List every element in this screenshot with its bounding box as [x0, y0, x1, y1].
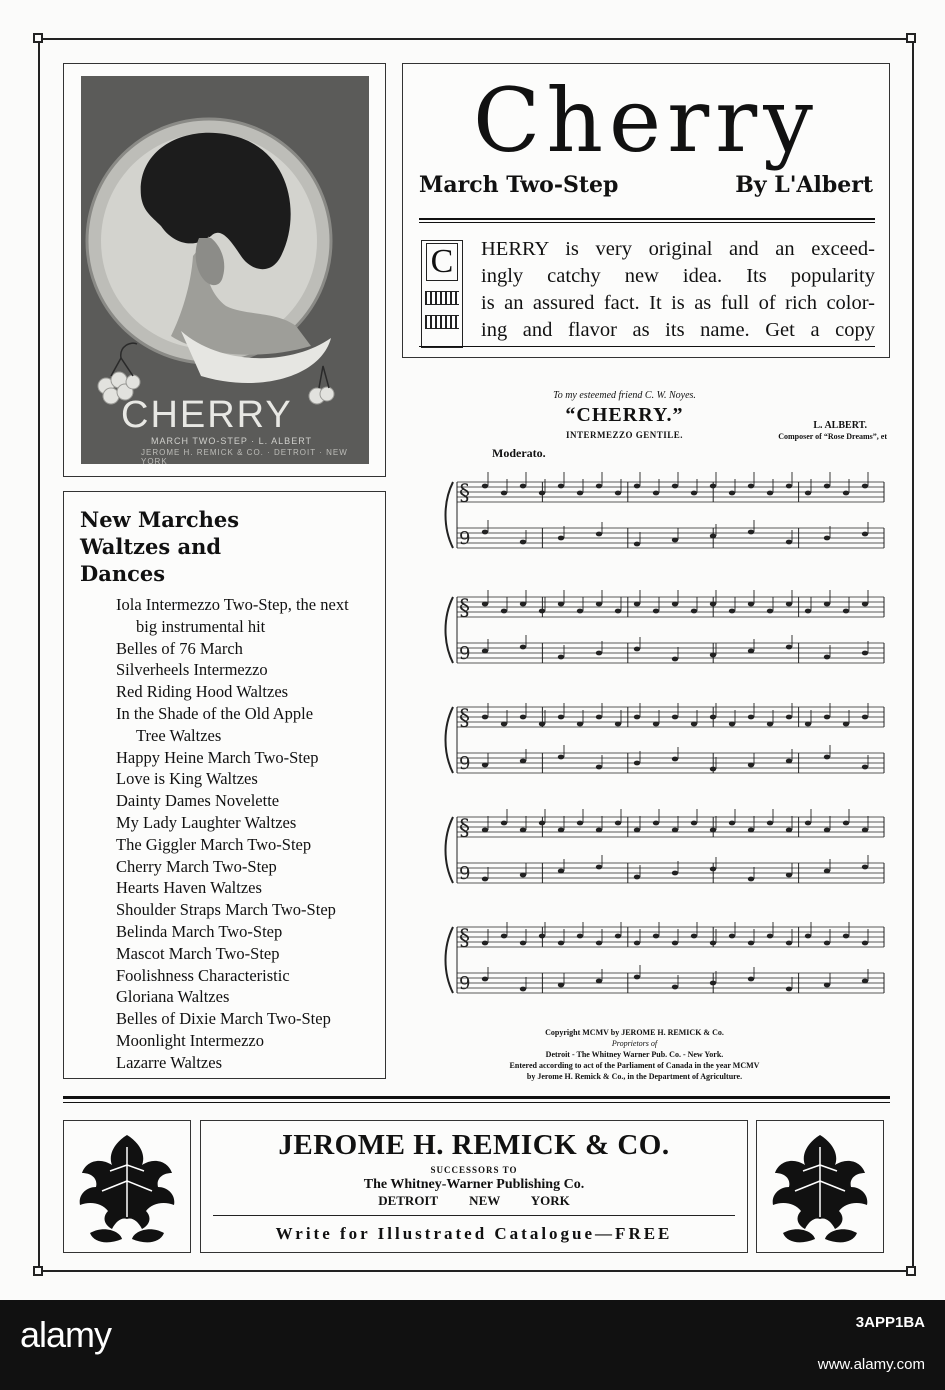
march-title: Red Riding Hood Waltzes: [116, 682, 289, 702]
march-list-item: [116, 921, 386, 943]
note-head: [805, 491, 811, 496]
music-staves: [402, 382, 907, 1112]
march-list-item: [116, 681, 386, 703]
march-title: Belles of 76 March: [116, 638, 243, 658]
note-head: [672, 657, 678, 662]
note-head: [862, 651, 868, 656]
note-head: [520, 828, 526, 833]
march-title: Hearts Haven Waltzes: [116, 878, 262, 898]
note-head: [710, 981, 716, 986]
note-head: [862, 715, 868, 720]
note-head: [634, 761, 640, 766]
note-head: [786, 715, 792, 720]
cover-publisher: JEROME H. REMICK & CO. · DETROIT · NEW YORK: [141, 448, 348, 464]
march-title: Iola Intermezzo Two-Step, the next: [116, 595, 349, 614]
note-head: [520, 873, 526, 878]
note-head: [520, 645, 526, 650]
note-head: [824, 715, 830, 720]
note-head: [501, 934, 507, 939]
note-head: [691, 722, 697, 727]
note-head: [501, 491, 507, 496]
note-head: [615, 491, 621, 496]
note-head: [634, 647, 640, 652]
march-title: Foolishness Characteristic: [116, 965, 290, 985]
note-head: [520, 987, 526, 992]
note-head: [862, 865, 868, 870]
note-head: [596, 941, 602, 946]
note-head: [710, 484, 716, 489]
note-head: [748, 602, 754, 607]
main-title: Cherry: [473, 69, 819, 172]
stock-image-code: 3APP1BA: [855, 1314, 925, 1331]
march-list-item: [116, 638, 386, 660]
leaf-ornament-icon: [64, 1121, 190, 1252]
note-head: [596, 484, 602, 489]
march-title: Belinda March Two-Step: [116, 921, 283, 941]
march-title: Gloriana Waltzes: [116, 987, 230, 1007]
description-text: [481, 236, 875, 344]
note-head: [843, 934, 849, 939]
note-head: [691, 821, 697, 826]
note-head: [520, 484, 526, 489]
subtitle-genre: March Two-Step: [419, 172, 619, 198]
note-head: [862, 979, 868, 984]
note-head: [672, 538, 678, 543]
march-list-item: [116, 943, 386, 965]
note-head: [596, 532, 602, 537]
note-head: [767, 491, 773, 496]
note-head: [824, 602, 830, 607]
company-box: [200, 1120, 748, 1253]
treble-clef-icon: §: [459, 481, 470, 506]
note-head: [596, 979, 602, 984]
march-title: Happy Heine March Two-Step: [116, 747, 319, 767]
note-head: [786, 828, 792, 833]
note-head: [824, 755, 830, 760]
note-head: [748, 828, 754, 833]
note-head: [634, 484, 640, 489]
march-title: Shoulder Straps March Two-Step: [116, 900, 336, 920]
note-head: [862, 532, 868, 537]
treble-clef-icon: §: [459, 816, 470, 841]
march-title: Mascot March Two-Step: [116, 943, 280, 963]
brace: [446, 817, 454, 883]
composer: L. ALBERT.: [813, 420, 867, 431]
leaf-ornament-right: [756, 1120, 884, 1253]
note-head: [748, 484, 754, 489]
description-line: ing and flavor as its name. Get a copy: [481, 319, 875, 341]
march-list-item: [116, 965, 386, 987]
note-head: [539, 722, 545, 727]
note-head: [824, 655, 830, 660]
treble-clef-icon: §: [459, 706, 470, 731]
note-head: [558, 715, 564, 720]
subtitle-author: By L'Albert: [735, 172, 873, 198]
note-head: [824, 484, 830, 489]
copyright-line: by Jerome H. Remick & Co., in the Department of Agriculture.: [526, 1072, 743, 1081]
note-head: [558, 755, 564, 760]
copyright-line: Copyright MCMV by JEROME H. REMICK & Co.: [545, 1028, 724, 1037]
note-head: [824, 536, 830, 541]
brace: [446, 597, 454, 663]
note-head: [710, 602, 716, 607]
note-head: [482, 941, 488, 946]
marches-box: [63, 491, 386, 1079]
note-head: [501, 821, 507, 826]
march-list-item: [116, 834, 386, 856]
note-head: [482, 977, 488, 982]
bass-clef-icon: 9: [459, 863, 471, 884]
note-head: [653, 609, 659, 614]
note-head: [862, 941, 868, 946]
title-box: [402, 63, 890, 358]
marches-list: [116, 594, 386, 1074]
sheet-title: “CHERRY.”: [565, 404, 684, 426]
footer-rule: [63, 1096, 890, 1103]
brace: [446, 707, 454, 773]
note-head: [710, 867, 716, 872]
note-head: [786, 645, 792, 650]
march-list-item: [116, 899, 386, 921]
march-title: In the Shade of the Old Apple: [116, 703, 314, 723]
march-list-item: [116, 659, 386, 681]
note-head: [539, 609, 545, 614]
note-head: [824, 983, 830, 988]
note-head: [482, 484, 488, 489]
note-head: [843, 821, 849, 826]
note-head: [596, 602, 602, 607]
bass-clef-icon: 9: [459, 753, 471, 774]
note-head: [767, 722, 773, 727]
note-head: [539, 491, 545, 496]
note-head: [577, 821, 583, 826]
note-head: [691, 934, 697, 939]
note-head: [862, 765, 868, 770]
note-head: [482, 602, 488, 607]
publisher-name: The Whitney-Warner Publishing Co.: [363, 1177, 585, 1192]
note-head: [615, 609, 621, 614]
note-head: [615, 934, 621, 939]
copyright-line: Proprietors of: [611, 1039, 658, 1048]
cities: DETROIT NEW YORK: [378, 1193, 570, 1208]
march-list-item: [116, 1052, 386, 1074]
note-head: [672, 828, 678, 833]
march-list-item: [116, 790, 386, 812]
note-head: [824, 828, 830, 833]
note-head: [520, 941, 526, 946]
note-head: [653, 722, 659, 727]
dropcap-pattern: [425, 291, 459, 305]
note-head: [482, 715, 488, 720]
note-head: [539, 821, 545, 826]
note-head: [748, 649, 754, 654]
note-head: [824, 869, 830, 874]
note-head: [539, 934, 545, 939]
description-line: ingly catchy new idea. Its popularity: [481, 265, 875, 287]
note-head: [786, 873, 792, 878]
note-head: [729, 821, 735, 826]
note-head: [862, 828, 868, 833]
stock-logo: alamy: [20, 1314, 112, 1355]
note-head: [634, 602, 640, 607]
note-head: [710, 534, 716, 539]
march-title: Silverheels Intermezzo: [116, 660, 268, 680]
note-head: [843, 722, 849, 727]
note-head: [824, 941, 830, 946]
company-rule: [213, 1215, 735, 1216]
note-head: [843, 609, 849, 614]
note-head: [558, 869, 564, 874]
note-head: [558, 536, 564, 541]
note-head: [748, 941, 754, 946]
march-list-item: [116, 594, 386, 638]
note-head: [596, 828, 602, 833]
note-head: [558, 655, 564, 660]
note-head: [577, 722, 583, 727]
company-name: JEROME H. REMICK & CO.: [278, 1129, 670, 1161]
note-head: [672, 715, 678, 720]
catalogue-offer: Write for Illustrated Catalogue—FREE: [275, 1224, 673, 1243]
note-head: [786, 484, 792, 489]
note-head: [729, 934, 735, 939]
note-head: [748, 763, 754, 768]
march-title: The Giggler March Two-Step: [116, 834, 312, 854]
note-head: [520, 602, 526, 607]
treble-clef-icon: §: [459, 596, 470, 621]
successors-label: SUCCESSORS TO: [430, 1165, 518, 1175]
note-head: [862, 484, 868, 489]
note-head: [634, 975, 640, 980]
note-head: [482, 649, 488, 654]
note-head: [767, 821, 773, 826]
description-rule: [419, 346, 875, 347]
note-head: [767, 934, 773, 939]
march-list-item: [116, 747, 386, 769]
note-head: [520, 540, 526, 545]
march-title: Belles of Dixie March Two-Step: [116, 1009, 331, 1029]
bass-clef-icon: 9: [459, 643, 471, 664]
march-list-item: [116, 812, 386, 834]
description-line: HERRY is very original and an exceed-: [481, 238, 875, 260]
note-head: [710, 715, 716, 720]
stock-url[interactable]: www.alamy.com: [817, 1356, 925, 1373]
note-head: [577, 934, 583, 939]
heading-line: Waltzes and: [80, 534, 222, 559]
march-title: Moonlight Intermezzo: [116, 1030, 265, 1050]
note-head: [482, 828, 488, 833]
note-head: [577, 491, 583, 496]
note-head: [843, 491, 849, 496]
note-head: [786, 987, 792, 992]
note-head: [634, 715, 640, 720]
note-head: [786, 602, 792, 607]
cover-illustration: [81, 76, 369, 464]
march-list-item: [116, 768, 386, 790]
note-head: [482, 763, 488, 768]
march-list-item: [116, 1030, 386, 1052]
title-rule: [419, 218, 875, 223]
leaf-ornament-icon: [757, 1121, 883, 1252]
note-head: [748, 977, 754, 982]
sheet-music: [402, 382, 907, 1112]
note-head: [729, 722, 735, 727]
composer-note: Composer of “Rose Dreams”, et: [778, 432, 887, 441]
march-list-item: [116, 856, 386, 878]
note-head: [596, 651, 602, 656]
note-head: [672, 985, 678, 990]
note-head: [729, 491, 735, 496]
corner-ornament: [33, 33, 43, 43]
note-head: [634, 828, 640, 833]
march-title-continued: Tree Waltzes: [136, 725, 222, 745]
note-head: [672, 871, 678, 876]
brace: [446, 482, 454, 548]
treble-clef-icon: §: [459, 926, 470, 951]
note-head: [805, 821, 811, 826]
note-head: [653, 491, 659, 496]
note-head: [596, 865, 602, 870]
note-head: [748, 530, 754, 535]
march-title: Lazarre Waltzes: [116, 1052, 223, 1072]
note-head: [710, 941, 716, 946]
note-head: [710, 767, 716, 772]
march-title: Cherry March Two-Step: [116, 856, 277, 876]
note-head: [615, 722, 621, 727]
note-head: [767, 609, 773, 614]
note-head: [558, 828, 564, 833]
note-head: [634, 542, 640, 547]
dedication: To my esteemed friend C. W. Noyes.: [553, 390, 696, 401]
leaf-ornament-left: [63, 1120, 191, 1253]
note-head: [520, 759, 526, 764]
note-head: [596, 715, 602, 720]
note-head: [501, 722, 507, 727]
corner-ornament: [906, 1266, 916, 1276]
description-line: is an assured fact. It is as full of rich color-: [481, 292, 875, 314]
bass-clef-icon: 9: [459, 528, 471, 549]
march-title: My Lady Laughter Waltzes: [116, 812, 297, 832]
copyright-line: Detroit - The Whitney Warner Pub. Co. - New York.: [545, 1050, 724, 1059]
note-head: [710, 653, 716, 658]
march-title-continued: big instrumental hit: [136, 616, 266, 636]
note-head: [786, 941, 792, 946]
tempo-marking: Moderato.: [492, 446, 546, 460]
cover-illustration-box: [63, 63, 386, 477]
note-head: [805, 934, 811, 939]
note-head: [653, 934, 659, 939]
heading-line: New Marches: [80, 507, 240, 532]
note-head: [558, 602, 564, 607]
march-list-item: [116, 986, 386, 1008]
note-head: [596, 765, 602, 770]
cover-title: CHERRY: [121, 394, 293, 436]
note-head: [672, 602, 678, 607]
note-head: [577, 609, 583, 614]
note-head: [786, 759, 792, 764]
note-head: [482, 877, 488, 882]
note-head: [748, 715, 754, 720]
dropcap-ornament: [421, 240, 463, 348]
note-head: [672, 941, 678, 946]
cover-subtitle: MARCH TWO-STEP · L. ALBERT: [151, 436, 313, 446]
note-head: [786, 540, 792, 545]
note-head: [691, 609, 697, 614]
brace: [446, 927, 454, 993]
dropcap-pattern: [425, 315, 459, 329]
march-title: Love is King Waltzes: [116, 769, 258, 789]
corner-ornament: [906, 33, 916, 43]
note-head: [501, 609, 507, 614]
copyright-line: Entered according to act of the Parliament of Canada in the year MCMV: [509, 1061, 760, 1070]
note-head: [615, 821, 621, 826]
note-head: [672, 484, 678, 489]
note-head: [672, 757, 678, 762]
sheet-subtitle: INTERMEZZO GENTILE.: [565, 430, 684, 440]
march-list-item: [116, 877, 386, 899]
corner-ornament: [33, 1266, 43, 1276]
march-title: Dainty Dames Novelette: [116, 791, 280, 811]
note-head: [520, 715, 526, 720]
note-head: [748, 877, 754, 882]
stock-watermark-bar: [0, 1300, 945, 1390]
note-head: [710, 828, 716, 833]
note-head: [634, 875, 640, 880]
march-list-item: [116, 703, 386, 747]
note-head: [729, 609, 735, 614]
note-head: [805, 609, 811, 614]
note-head: [482, 530, 488, 535]
note-head: [805, 722, 811, 727]
note-head: [634, 941, 640, 946]
march-list-item: [116, 1008, 386, 1030]
dropcap-letter: C: [426, 243, 458, 281]
bass-clef-icon: 9: [459, 973, 471, 994]
note-head: [862, 602, 868, 607]
marches-heading: [80, 506, 239, 587]
note-head: [691, 491, 697, 496]
heading-line: Dances: [80, 561, 166, 586]
note-head: [653, 821, 659, 826]
note-head: [558, 484, 564, 489]
copyright-notice: [382, 1027, 887, 1082]
note-head: [558, 983, 564, 988]
note-head: [558, 941, 564, 946]
